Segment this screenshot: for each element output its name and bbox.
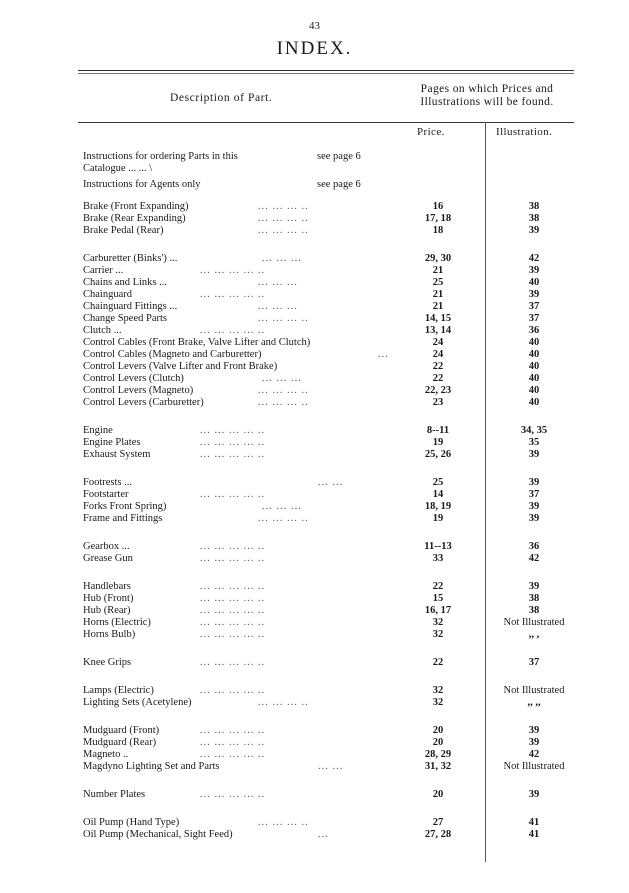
price-page: 20 — [432, 737, 444, 748]
part-description: Carrier ... — [83, 265, 124, 276]
index-row — [0, 737, 629, 749]
price-page: 20 — [432, 789, 444, 800]
index-row — [0, 213, 629, 225]
illustration-page: Not Illustrated — [503, 617, 565, 628]
part-description: Lighting Sets (Acetylene) — [83, 697, 192, 708]
index-row — [0, 277, 629, 289]
part-description: Instructions for Agents only — [83, 179, 201, 190]
part-description: Magneto .. — [83, 749, 129, 760]
index-row — [0, 373, 629, 385]
price-page: 22 — [432, 373, 444, 384]
price-page: 32 — [432, 629, 444, 640]
illustration-page: ,, , — [528, 629, 540, 640]
illustration-page: 39 — [528, 581, 540, 592]
index-row — [0, 749, 629, 761]
illustration-page: 39 — [528, 725, 540, 736]
page-title: INDEX. — [276, 38, 353, 59]
leader-dots: ... ... ... — [258, 301, 298, 312]
index-row — [0, 541, 629, 553]
price-page: 16, 17 — [424, 605, 452, 616]
index-row — [0, 179, 629, 191]
price-page: 19 — [432, 513, 444, 524]
leader-dots: ... ... ... ... .. — [200, 541, 266, 552]
part-description: Footrests ... — [83, 477, 133, 488]
leader-dots: ... ... ... .. — [258, 397, 309, 408]
price-page: 24 — [432, 349, 444, 360]
illustration-page: 37 — [528, 489, 540, 500]
part-description: Horns Bulb) — [83, 629, 136, 640]
price-page: 32 — [432, 617, 444, 628]
illustration-page: 38 — [528, 593, 540, 604]
column-header-illustration: Illustration. — [496, 126, 553, 138]
index-row — [0, 685, 629, 697]
leader-dots: ... ... ... ... .. — [200, 789, 266, 800]
part-description: Control Levers (Carburetter) — [83, 397, 204, 408]
leader-dots: ... ... ... ... .. — [200, 725, 266, 736]
part-description: Catalogue ... ... \ — [83, 163, 153, 174]
illustration-page: ,, ,, — [527, 697, 541, 708]
index-row — [0, 489, 629, 501]
illustration-page: 39 — [528, 513, 540, 524]
part-description: Gearbox ... — [83, 541, 130, 552]
illustration-page: 37 — [528, 657, 540, 668]
part-description: Control Cables (Front Brake, Valve Lifter and Clutch) — [83, 337, 311, 348]
index-row — [0, 201, 629, 213]
part-description: Brake (Front Expanding) — [83, 201, 189, 212]
index-row — [0, 349, 629, 361]
illustration-page: 39 — [528, 225, 540, 236]
part-description: Brake (Rear Expanding) — [83, 213, 186, 224]
illustration-page: 38 — [528, 201, 540, 212]
leader-dots: ... ... ... .. — [258, 225, 309, 236]
index-row — [0, 697, 629, 709]
leader-dots: ... ... ... .. — [258, 213, 309, 224]
index-row — [0, 313, 629, 325]
part-description: Control Levers (Valve Lifter and Front Brake) — [83, 361, 278, 372]
illustration-page: 40 — [528, 349, 540, 360]
illustration-page: 39 — [528, 789, 540, 800]
index-row — [0, 581, 629, 593]
part-description: Knee Grips — [83, 657, 132, 668]
illustration-page: 39 — [528, 289, 540, 300]
index-row — [0, 617, 629, 629]
index-row — [0, 789, 629, 801]
index-row — [0, 593, 629, 605]
leader-dots: ... — [378, 349, 389, 360]
part-description: Handlebars — [83, 581, 131, 592]
illustration-page: 40 — [528, 397, 540, 408]
header-pages-line2: Illustrations will be found. — [420, 96, 554, 108]
part-description: Exhaust System — [83, 449, 151, 460]
part-description: Brake Pedal (Rear) — [83, 225, 164, 236]
price-page: 18 — [432, 225, 444, 236]
illustration-page: 39 — [528, 501, 540, 512]
price-page: 19 — [432, 437, 444, 448]
price-page: 11--13 — [424, 541, 452, 552]
illustration-page: 39 — [528, 477, 540, 488]
illustration-page: 40 — [528, 277, 540, 288]
leader-dots: ... ... ... — [262, 373, 302, 384]
illustration-page: 42 — [528, 553, 540, 564]
part-description: Forks Front Spring) — [83, 501, 167, 512]
leader-dots: ... ... ... ... .. — [200, 737, 266, 748]
illustration-page: 38 — [528, 213, 540, 224]
leader-dots: ... ... ... — [262, 253, 302, 264]
part-description: Footstarter — [83, 489, 129, 500]
illustration-page: Not Illustrated — [503, 685, 565, 696]
part-description: Control Levers (Clutch) — [83, 373, 184, 384]
index-row — [0, 397, 629, 409]
index-row — [0, 337, 629, 349]
part-description: Control Levers (Magneto) — [83, 385, 194, 396]
price-page: 25 — [432, 277, 444, 288]
leader-dots: ... ... ... .. — [258, 313, 309, 324]
part-description: Control Cables (Magneto and Carburetter) — [83, 349, 262, 360]
index-row — [0, 225, 629, 237]
price-page: 15 — [432, 593, 444, 604]
part-description: Change Speed Parts — [83, 313, 167, 324]
leader-dots: ... ... ... ... .. — [200, 685, 266, 696]
leader-dots: ... ... ... .. — [258, 513, 309, 524]
part-description: Frame and Fittings — [83, 513, 163, 524]
price-page: 22, 23 — [424, 385, 452, 396]
part-description: Lamps (Electric) — [83, 685, 154, 696]
part-description: Hub (Front) — [83, 593, 134, 604]
leader-dots: ... ... — [318, 477, 344, 488]
part-description: Carburetter (Binks') ... — [83, 253, 178, 264]
leader-dots: ... ... ... ... .. — [200, 325, 266, 336]
part-description: Hub (Rear) — [83, 605, 131, 616]
part-description: Number Plates — [83, 789, 146, 800]
index-row — [0, 605, 629, 617]
page-number: 43 — [309, 20, 320, 32]
leader-dots: ... ... ... ... .. — [200, 617, 266, 628]
price-page: 27, 28 — [424, 829, 452, 840]
price-page: 22 — [432, 581, 444, 592]
leader-dots: ... ... ... ... .. — [200, 749, 266, 760]
index-row — [0, 265, 629, 277]
illustration-page: 41 — [528, 817, 540, 828]
part-description: Instructions for ordering Parts in this — [83, 151, 238, 162]
header-pages-line1: Pages on which Prices and — [420, 83, 554, 95]
price-page: 22 — [432, 361, 444, 372]
index-row — [0, 163, 629, 175]
illustration-page: 40 — [528, 337, 540, 348]
part-description: Magdyno Lighting Set and Parts — [83, 761, 220, 772]
price-page: 17, 18 — [424, 213, 452, 224]
price-page: 18, 19 — [424, 501, 452, 512]
part-description: Oil Pump (Hand Type) — [83, 817, 180, 828]
illustration-page: 34, 35 — [520, 425, 548, 436]
index-row — [0, 385, 629, 397]
price-page: 14, 15 — [424, 313, 452, 324]
index-row — [0, 629, 629, 641]
index-row — [0, 361, 629, 373]
index-row — [0, 817, 629, 829]
illustration-page: 40 — [528, 361, 540, 372]
leader-dots: ... ... ... .. — [258, 385, 309, 396]
price-page: 33 — [432, 553, 444, 564]
leader-dots: ... ... ... .. — [258, 817, 309, 828]
leader-dots: ... ... ... ... .. — [200, 657, 266, 668]
illustration-page: 39 — [528, 449, 540, 460]
illustration-page: 41 — [528, 829, 540, 840]
index-row — [0, 301, 629, 313]
illustration-page: 37 — [528, 301, 540, 312]
part-description: Grease Gun — [83, 553, 133, 564]
part-description: Engine Plates — [83, 437, 141, 448]
column-header-price: Price. — [417, 126, 445, 138]
leader-dots: ... ... ... ... .. — [200, 437, 266, 448]
price-page: 22 — [432, 657, 444, 668]
leader-dots: ... ... ... ... .. — [200, 425, 266, 436]
index-row — [0, 553, 629, 565]
price-page: 24 — [432, 337, 444, 348]
index-row — [0, 425, 629, 437]
part-description: Clutch ... — [83, 325, 122, 336]
price-page: 21 — [432, 265, 444, 276]
price-page: 25, 26 — [424, 449, 452, 460]
index-row — [0, 477, 629, 489]
leader-dots: ... ... ... ... .. — [200, 449, 266, 460]
header-description: Description of Part. — [170, 92, 273, 104]
price-page: 16 — [432, 201, 444, 212]
illustration-page: 39 — [528, 737, 540, 748]
part-description: Mudguard (Front) — [83, 725, 160, 736]
part-description: Chainguard — [83, 289, 132, 300]
index-row — [0, 151, 629, 163]
illustration-page: 40 — [528, 385, 540, 396]
part-description: Engine — [83, 425, 113, 436]
index-row — [0, 253, 629, 265]
leader-dots: ... ... ... ... .. — [200, 265, 266, 276]
price-page: 25 — [432, 477, 444, 488]
price-page: 32 — [432, 685, 444, 696]
price-page: 28, 29 — [424, 749, 452, 760]
leader-dots: ... ... ... ... .. — [200, 605, 266, 616]
illustration-page: 40 — [528, 373, 540, 384]
price-page: 27 — [432, 817, 444, 828]
price-page: 31, 32 — [424, 761, 452, 772]
index-row — [0, 437, 629, 449]
leader-dots: ... ... — [318, 761, 344, 772]
leader-dots: ... ... ... — [258, 277, 298, 288]
price-page: 21 — [432, 289, 444, 300]
see-page-ref: see page 6 — [317, 151, 361, 162]
index-row — [0, 325, 629, 337]
index-row — [0, 761, 629, 773]
index-row — [0, 725, 629, 737]
price-page: 21 — [432, 301, 444, 312]
index-row — [0, 829, 629, 841]
part-description: Chains and Links ... — [83, 277, 167, 288]
illustration-page: Not Illustrated — [503, 761, 565, 772]
leader-dots: ... — [318, 829, 329, 840]
part-description: Mudguard (Rear) — [83, 737, 157, 748]
leader-dots: ... ... ... .. — [258, 201, 309, 212]
index-row — [0, 657, 629, 669]
price-page: 8--11 — [426, 425, 450, 436]
leader-dots: ... ... ... — [262, 501, 302, 512]
price-page: 32 — [432, 697, 444, 708]
index-row — [0, 501, 629, 513]
illustration-page: 38 — [528, 605, 540, 616]
part-description: Chainguard Fittings ... — [83, 301, 178, 312]
index-row — [0, 513, 629, 525]
price-page: 14 — [432, 489, 444, 500]
index-row — [0, 289, 629, 301]
leader-dots: ... ... ... ... .. — [200, 593, 266, 604]
leader-dots: ... ... ... ... .. — [200, 489, 266, 500]
illustration-page: 42 — [528, 749, 540, 760]
illustration-page: 37 — [528, 313, 540, 324]
leader-dots: ... ... ... ... .. — [200, 289, 266, 300]
index-row — [0, 449, 629, 461]
leader-dots: ... ... ... ... .. — [200, 553, 266, 564]
price-page: 13, 14 — [424, 325, 452, 336]
part-description: Oil Pump (Mechanical, Sight Feed) — [83, 829, 233, 840]
leader-dots: ... ... ... ... .. — [200, 629, 266, 640]
illustration-page: 36 — [528, 325, 540, 336]
illustration-page: 35 — [528, 437, 540, 448]
illustration-page: 39 — [528, 265, 540, 276]
price-page: 20 — [432, 725, 444, 736]
price-page: 23 — [432, 397, 444, 408]
see-page-ref: see page 6 — [317, 179, 361, 190]
leader-dots: ... ... ... .. — [258, 697, 309, 708]
price-page: 29, 30 — [424, 253, 452, 264]
leader-dots: ... ... ... ... .. — [200, 581, 266, 592]
part-description: Horns (Electric) — [83, 617, 151, 628]
illustration-page: 42 — [528, 253, 540, 264]
illustration-page: 36 — [528, 541, 540, 552]
